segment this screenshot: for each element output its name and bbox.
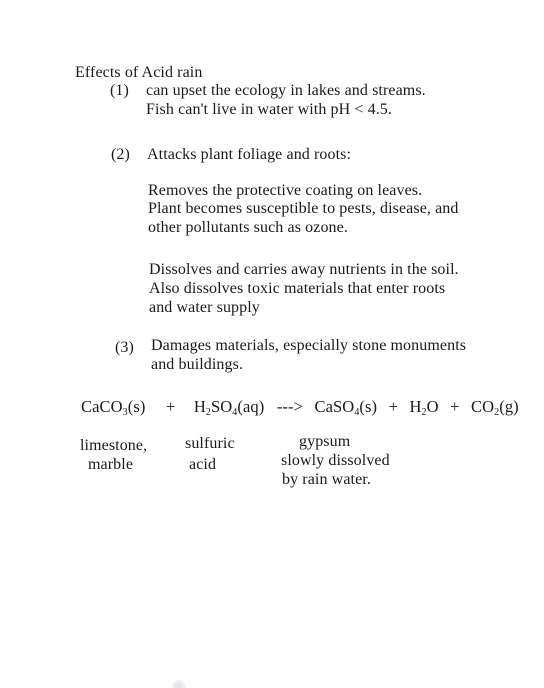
caso4-formula: CaSO$_4$(s) [314,397,378,418]
co2-formula: $CO_2(g)$ [471,397,519,418]
label-limestone-line-1: limestone, [80,437,148,454]
label-sulfuric-line-2: acid [189,456,217,473]
item-3-line-2: and buildings. [151,356,244,373]
item-2-para2-line-1: Dissolves and carries away nutrients in the soil. [149,261,459,278]
plus-sign: + [450,397,460,416]
item-2-para1-line-2: Plant becomes susceptible to pests, disease, and [148,200,459,217]
page-title: Effects of Acid rain [75,64,203,81]
label-gypsum-line-3: by rain water. [282,471,371,488]
plus-sign: + [388,397,399,416]
label-sulfuric-line-1: sulfuric [185,435,235,452]
item-2-number: (2) [111,146,130,163]
chemical-equation [81,397,519,416]
item-2-para1-line-1: Removes the protective coating on leaves. [148,182,423,199]
item-1-line-2: Fish can't live in water with pH < 4.5. [146,101,392,118]
scan-speck [172,680,186,688]
caco3-formula: CaCO$_3$(s) [81,397,146,418]
item-2-para2-line-2: Also dissolves toxic materials that enter roots [149,280,446,297]
item-2-heading: Attacks plant foliage and roots: [147,146,352,163]
label-gypsum-line-2: slowly dissolved [281,452,390,469]
item-1-line-1: can upset the ecology in lakes and streams. [146,82,426,99]
item-3-line-1: Damages materials, especially stone monuments [151,337,467,354]
h2so4-formula: $H_2SO_4(aq)$ [193,397,265,418]
reaction-arrow: ---> [276,397,304,416]
item-1-number: (1) [110,82,129,99]
plus-sign: + [165,397,176,416]
item-2-para1-line-3: other pollutants such as ozone. [148,219,348,236]
item-2-para2-line-3: and water supply [149,299,260,316]
item-3-number: (3) [115,339,134,356]
label-gypsum-line-1: gypsum [299,433,351,450]
h2o-formula: $H_2O$ [409,397,439,418]
label-limestone-line-2: marble [88,456,134,473]
